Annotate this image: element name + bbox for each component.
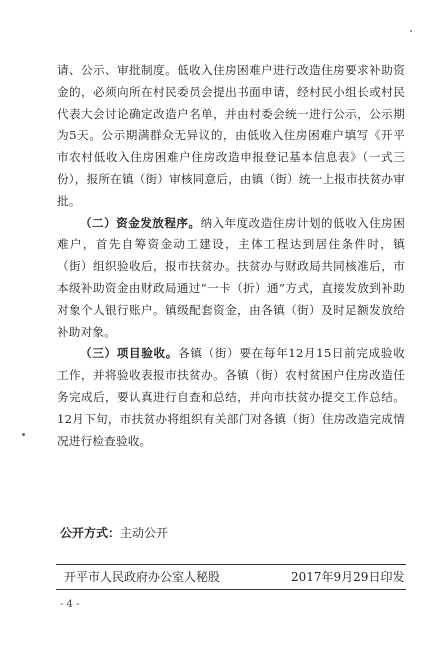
publicity-label: 公开方式： (60, 526, 121, 540)
paragraph-fund-disbursement (57, 213, 405, 344)
publicity-method (60, 524, 168, 541)
section-heading: （二）资金发放程序。 (80, 215, 201, 230)
paragraph-approval-procedure: 请、公示、审批制度。低收入住房困难户进行改造住房要求补助资金的，必须向所在村民委员会提出书面申请，经村民小组长或村民代表大会讨论确定改造户名单，并由村委会统一进行公示，公示期为5天。公示期满群众无异议的，由低收入住房困难户填写《开平市农村低收入住房困难户住房改造申报登记基本信息表》（一式三份），报所在镇（街）审核同意后，由镇（街）统一上报市扶贫办审批。 (57, 63, 406, 208)
document-body (57, 60, 405, 452)
issue-date: 2017年9月29日印发 (291, 570, 405, 584)
paragraph-text: 各镇（街）要在每年12月15日前完成验收工作，并将验收表报市扶贫办。各镇（街）农村贫困户住房改造任务完成后，要认真进行自查和总结，并向市扶贫办提交工作总结。12月下旬，市扶贫办将组织有关部门对各镇（街）住房改造完成情况进行检查验收。 (57, 346, 405, 448)
page-number: - 4 - (60, 599, 80, 610)
paragraph-text: 纳入年度改造住房计划的低收入住房困难户，首先自筹资金动工建设，主体工程达到居住条件时，镇（街）组织验收后，报市扶贫办。扶贫办与财政局共同核准后，市本级补助资金由财政局通过“一卡（折）通”方式，直接发放到补助对象个人银行账户。镇级配套资金，由各镇（街）及时足额发放给补助对象。 (57, 215, 405, 339)
paragraph-project-acceptance (57, 343, 405, 452)
footer-rule-bottom (56, 589, 406, 590)
footer-rule-top (56, 564, 406, 565)
scan-mark (410, 30, 412, 32)
publicity-value: 主动公开 (120, 526, 169, 540)
issuing-office: 开平市人民政府办公室人秘股 (64, 570, 221, 584)
section-heading: （三）项目验收。 (80, 346, 179, 361)
scan-mark (22, 433, 25, 436)
